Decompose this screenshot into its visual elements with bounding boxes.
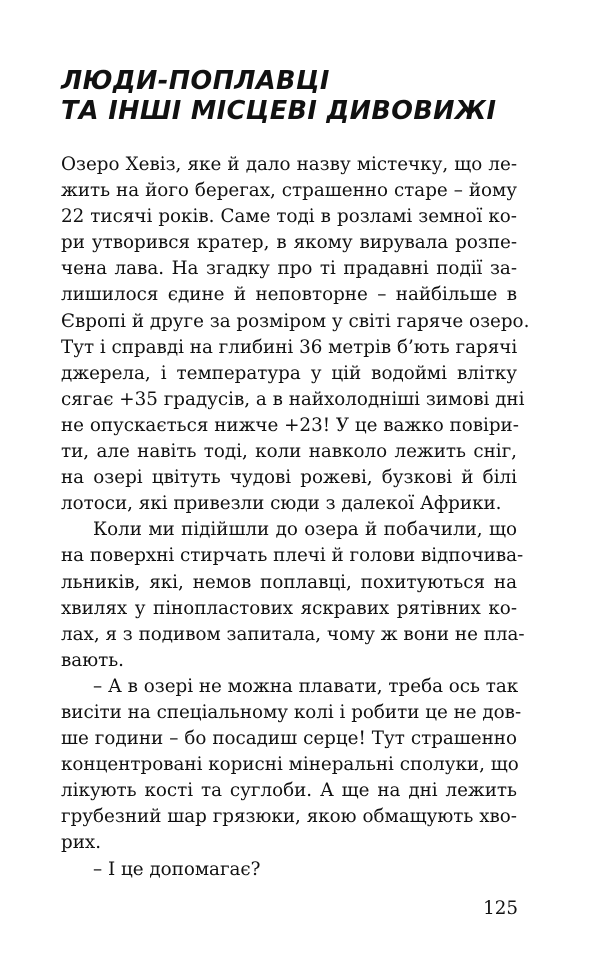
text-line: на озері цвітуть чудові рожеві, бузкові й білі — [61, 467, 517, 489]
chapter-title — [61, 66, 496, 126]
text-line: концентровані корисні мінеральні сполуки, що — [61, 754, 519, 776]
text-line: на поверхні стирчать плечі й голови відпочива- — [61, 545, 524, 567]
text-line: Тут і справді на глибині 36 метрів б’ють гарячі — [61, 336, 518, 358]
text-line: льників, які, немов поплавці, похитуються на — [61, 571, 517, 593]
text-line: ше години – бо посадиш серце! Тут страшенно — [61, 728, 517, 750]
body-text — [61, 152, 530, 883]
text-line: ри утворився кратер, в якому вирувала розпе- — [61, 232, 517, 254]
chapter-title-line: ТА ІНШІ МІСЦЕВІ ДИВОВИЖІ — [61, 96, 497, 126]
text-line: ти, але навіть тоді, коли навколо лежить сніг, — [61, 441, 517, 463]
text-line: лікують кості та суглоби. А ще на дні лежить — [61, 780, 517, 802]
text-line: Коли ми підійшли до озера й побачили, що — [93, 519, 517, 541]
text-line: лишилося єдине й неповторне – найбільше в — [61, 284, 517, 306]
text-line: хвилях у пінопластових яскравих рятівних ко- — [61, 597, 517, 619]
text-line: не опускається нижче +23! У це важко повіри- — [61, 414, 519, 436]
text-line: лах, я з подивом запитала, чому ж вони не пла- — [61, 623, 525, 645]
text-line: джерела, і температура у цій водоймі влітку — [61, 362, 517, 384]
text-line: Озеро Хевіз, яке й дало назву містечку, що ле- — [61, 154, 517, 175]
text-line: 22 тисячі років. Саме тоді в розламі земної ко- — [61, 206, 517, 228]
text-line: вають. — [61, 649, 124, 671]
text-line: – А в озері не можна плавати, треба ось так — [93, 675, 519, 697]
text-line: висіти на спеціальному колі і робити це не дов- — [61, 701, 522, 723]
text-line: Європі й друге за розміром у світі гаряче озеро. — [61, 310, 530, 332]
text-line: сягає +35 градусів, а в найхолодніші зимові дні — [61, 388, 525, 410]
text-line: грубезний шар грязюки, якою обмащують хво- — [61, 806, 517, 828]
text-line: жить на його берегах, страшенно старе – йому — [61, 180, 517, 202]
chapter-title-line: ЛЮДИ-ПОПЛАВЦІ — [61, 66, 330, 96]
text-line: рих. — [61, 832, 102, 854]
text-line: лотоси, які привезли сюди з далекої Африки. — [61, 493, 502, 515]
text-line: – І це допомагає? — [93, 858, 261, 880]
text-line: чена лава. На згадку про ті прадавні події за- — [61, 258, 517, 280]
page-number: 125 — [483, 898, 518, 919]
